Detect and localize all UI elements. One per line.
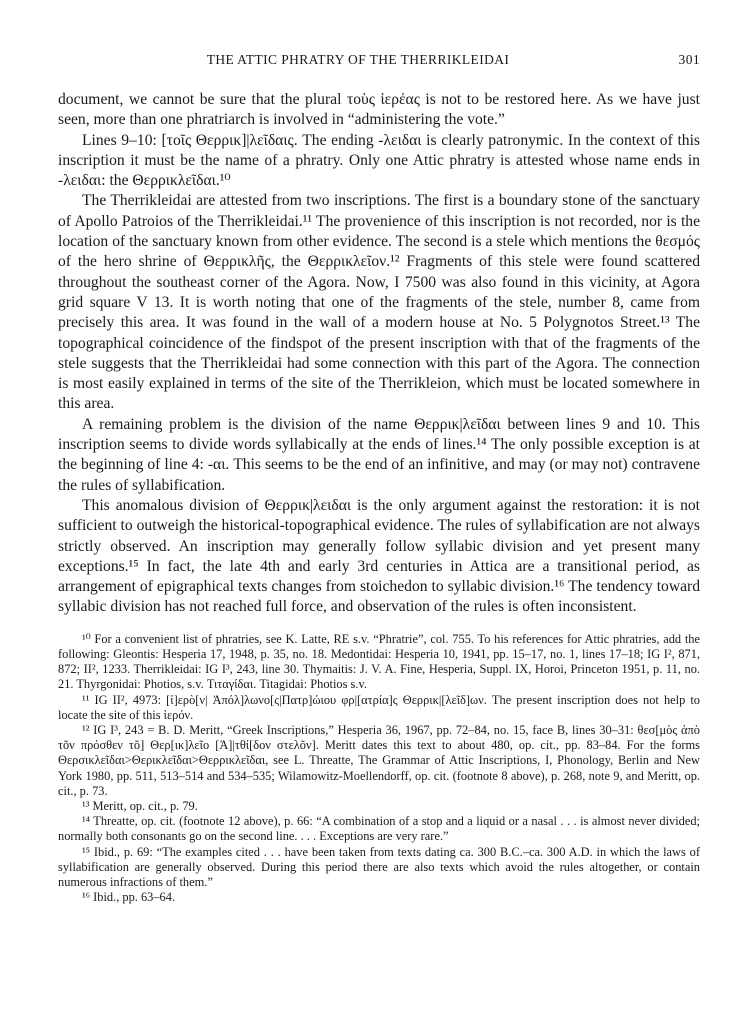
footnotes — [58, 632, 700, 906]
running-title: THE ATTIC PHRATRY OF THE THERRIKLEIDAI — [206, 52, 510, 67]
footnote: ¹² IG I³, 243 = B. D. Meritt, “Greek Inscriptions,” Hesperia 36, 1967, pp. 72–84, no. 15, face B, lines 30–31: θεσ[μὸς ἀπὸ τõν πρόσθεν τõ] Θερ[ικ]λεῖο [Ἀ]|τθί[δον στελõν]. Meritt dates this text to about 480, op. cit., pp. 83–84. For the forms Θερσικλεῖδαι>Θερικλεῖδαι>Θερρικλεῖδαι, see L. Threatte, The Grammar of Attic Inscriptions, I, Phonology, Berlin and New York 1980, pp. 511, 513–514 and 534–535; Wilamowitz-Moellendorff, op. cit. (footnote 8 above), p. 268, note 9, and Meritt, op. cit., p. 73. — [58, 722, 700, 798]
footnote: ¹³ Meritt, op. cit., p. 79. — [82, 798, 198, 813]
page-number: 301 — [678, 52, 700, 67]
footnote: ¹⁶ Ibid., pp. 63–64. — [82, 890, 176, 905]
paragraph: The Therrikleidai are attested from two inscriptions. The first is a boundary stone of the sanctuary of Apollo Patroios of the Therrikleidai.¹¹ The provenience of this inscription is not recorded, nor is the location of the sanctuary known from other evidence. The second is a stele which mentions the θεσμός of the hero shrine of Θερρικλῆς, the Θερρικλεῖον.¹² Fragments of this stele were found scattered throughout the southeast corner of the Agora. Now, I 7500 was also found in this vicinity, at Agora grid square V 13. It is worth noting that one of the fragments of the stele, number 8, came from precisely this area. It was found in the wall of a modern house at No. 5 Polygnotos Street.¹³ The topographical coincidence of the findspot of the present inscription with that of the fragments of the stele suggests that the Therrikleidai had some connection with this part of the Agora. The connection is most easily explained in terms of the site of the Therrikleion, which must be located somewhere in this area. — [58, 192, 700, 413]
paragraph: This anomalous division of Θερρικ|λειδαι is the only argument against the restoration: it is not sufficient to outweigh the historical-topographical evidence. The rules of syllabification are not always strictly observed. An inscription may generally follow syllabic division and yet present many exceptions.¹⁵ In fact, the late 4th and early 3rd centuries in Attica are a transitional period, as arrangement of epigraphical texts changes from stoichedon to syllabic division.¹⁶ The tendency toward syllabic division has not reached full force, and observation of the rules is often inconsistent. — [58, 496, 700, 616]
footnote: ¹¹ IG II², 4973: [ἱ]ερὸ[ν| Ἀπόλ]λωνο[ς|Πατρ]ώιου φρ|[ατρία]ς Θερρικ|[λεῖδ]ων. The present inscription does not help to locate the site of this ἱερόν. — [58, 692, 700, 722]
footnote: ¹⁰ For a convenient list of phratries, see K. Latte, RE s.v. “Phratrie”, col. 755. To his references for Attic phratries, add the following: Gleontis: Hesperia 17, 1948, p. 35, no. 18. Medontidai: Hesperia 10, 1941, pp. 15–17, no. 1, lines 17–18; IG I², 871, 872; II², 1233. Therrikleidai: IG I³, 243, line 30. Thymaitis: J. V. A. Fine, Hesperia, Suppl. IX, Horoi, Princeton 1951, p. 11, no. 21. Thyrgonidai: Photios, s.v. Τιταγίδαι. Titagidai: Photios s.v. — [58, 631, 700, 692]
page — [58, 52, 700, 905]
paragraph: document, we cannot be sure that the plural τοὺς ἱερέας is not to be restored here. As we have just seen, more than one phratriarch is involved in “administering the vote.” — [58, 91, 700, 129]
footnote: ¹⁵ Ibid., p. 69: “The examples cited . . . have been taken from texts dating ca. 300 B.C.–ca. 300 A.D. in which the laws of syllabification are generally observed. During this period there are also texts which avoid the rules altogether, or contain numerous infractions of them.” — [58, 844, 700, 889]
footnote: ¹⁴ Threatte, op. cit. (footnote 12 above), p. 66: “A combination of a stop and a liquid or a nasal . . . is almost never divided; normally both consonants go on the second line. . . . Exceptions are very rare.” — [58, 814, 700, 844]
paragraph: Lines 9–10: [τοῖς Θερρικ]|λεῖδαις. The ending -λειδαι is clearly patronymic. In the context of this inscription it must be the name of a phratry. Only one Attic phratry is attested whose name ends in -λειδαι: the Θερρικλεῖδαι.¹⁰ — [58, 131, 700, 190]
running-header — [58, 52, 700, 70]
paragraph: A remaining problem is the division of the name Θερρικ|λεῖδαι between lines 9 and 10. This inscription seems to divide words syllabically at the ends of lines.¹⁴ The only possible exception is at the beginning of line 4: -αι. This seems to be the end of an infinitive, and may (or may not) contravene the rules of syllabification. — [58, 415, 700, 494]
body-text — [58, 90, 700, 618]
